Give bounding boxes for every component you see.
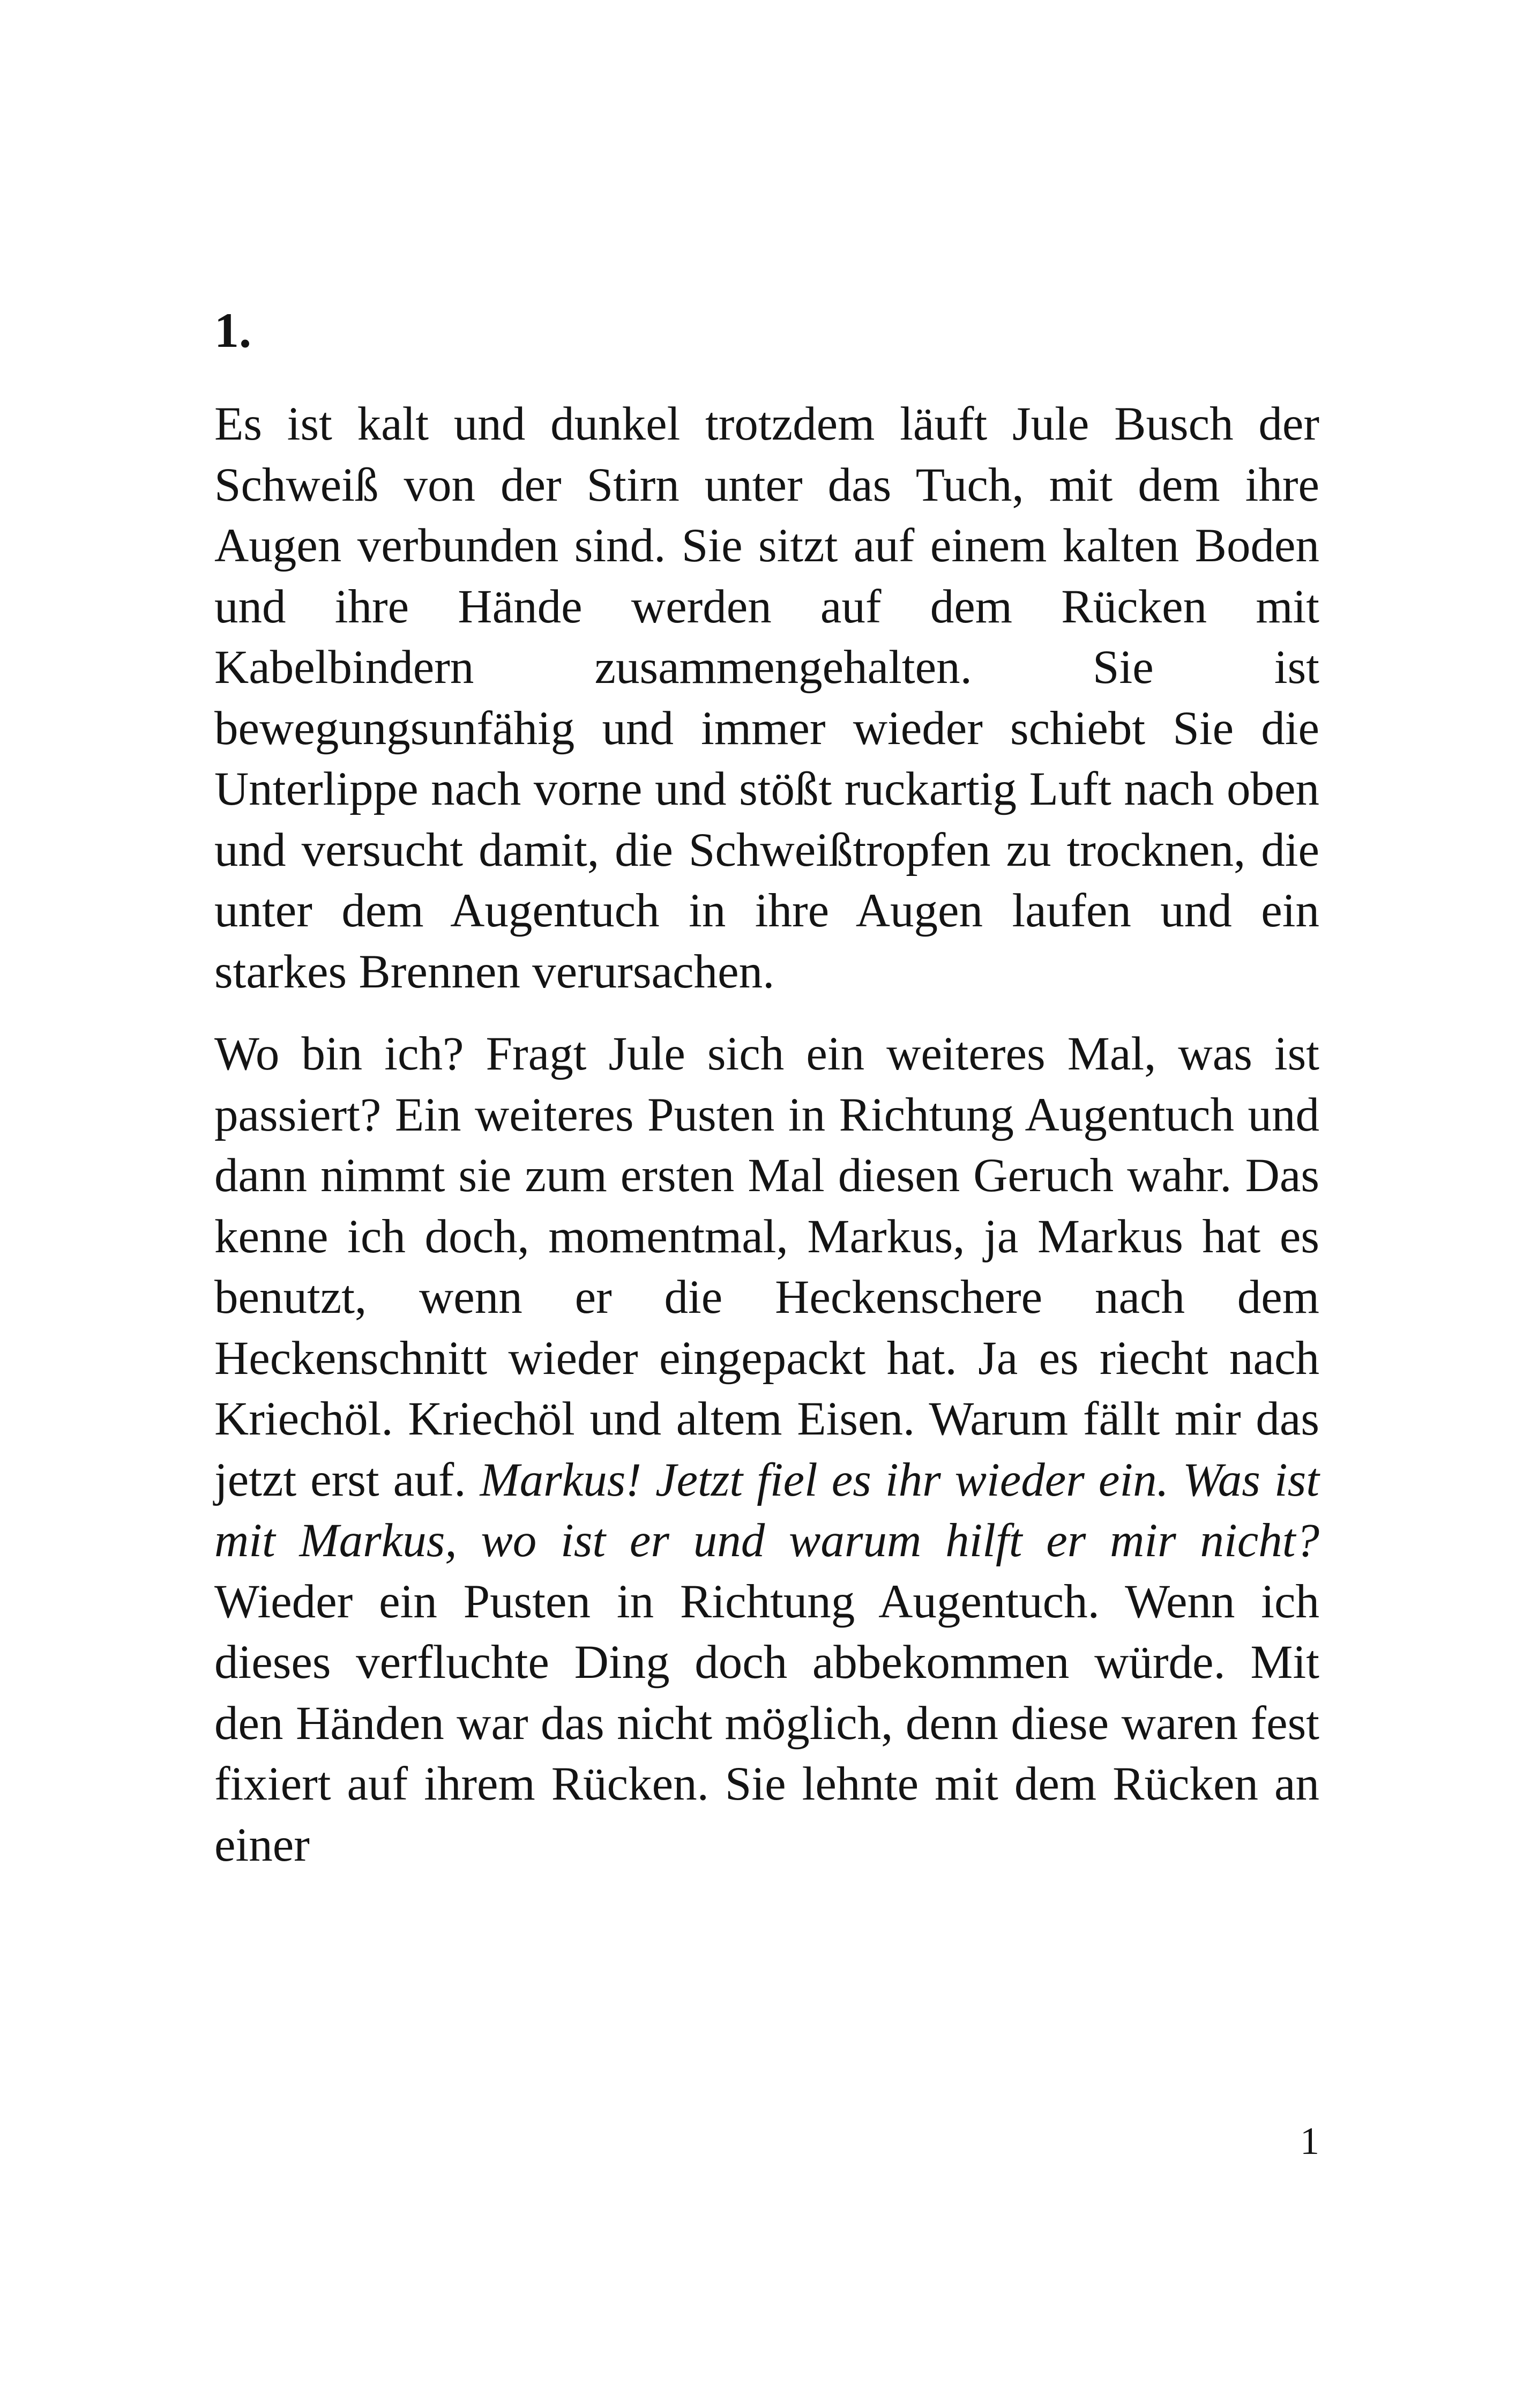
chapter-body (214, 394, 1319, 1897)
paragraph-2-text-end: Wieder ein Pusten in Richtung Augentuch. Wenn ich dieses verfluchte Ding doch abbekommen würde. Mit den Händen war das nicht möglich, denn diese waren fest fixiert auf ihrem Rücken. Sie lehnte mit dem Rücken an einer (214, 1575, 1319, 1871)
paragraph-2-text-start: Wo bin ich? Fragt Jule sich ein weiteres Mal, was ist passiert? Ein weiteres Pusten in Richtung Augentuch und dann nimmt sie zum ersten Mal diesen Geruch wahr. Das kenne ich doch, momentmal, Markus, ja Markus hat es benutzt, wenn er die Heckenschere nach dem Heckenschnitt wieder eingepackt hat. Ja es riecht nach Kriechöl. Kriechöl und altem Eisen. Warum fällt mir das jetzt erst auf. (214, 1028, 1319, 1506)
paragraph-2 (214, 1024, 1319, 1876)
paragraph-1: Es ist kalt und dunkel trotzdem läuft Jule Busch der Schweiß von der Stirn unter das Tuch, mit dem ihre Augen verbunden sind. Sie sitzt auf einem kalten Boden und ihre Hände werden auf dem Rücken mit Kabelbindern zusammengehalten. Sie ist bewegungsunfähig und immer wieder schiebt Sie die Unterlippe nach vorne und stößt ruckartig Luft nach oben und versucht damit, die Schweißtropfen zu trocknen, die unter dem Augentuch in ihre Augen laufen und ein starkes Brennen verursachen. (214, 398, 1319, 998)
chapter-number: 1. (214, 303, 251, 358)
page-number: 1 (1300, 2120, 1319, 2162)
paragraph-2-italic-thought: Markus! Jetzt fiel es ihr wieder ein. Was ist mit Markus, wo ist er und warum hilft er mir nicht? (214, 1453, 1319, 1567)
